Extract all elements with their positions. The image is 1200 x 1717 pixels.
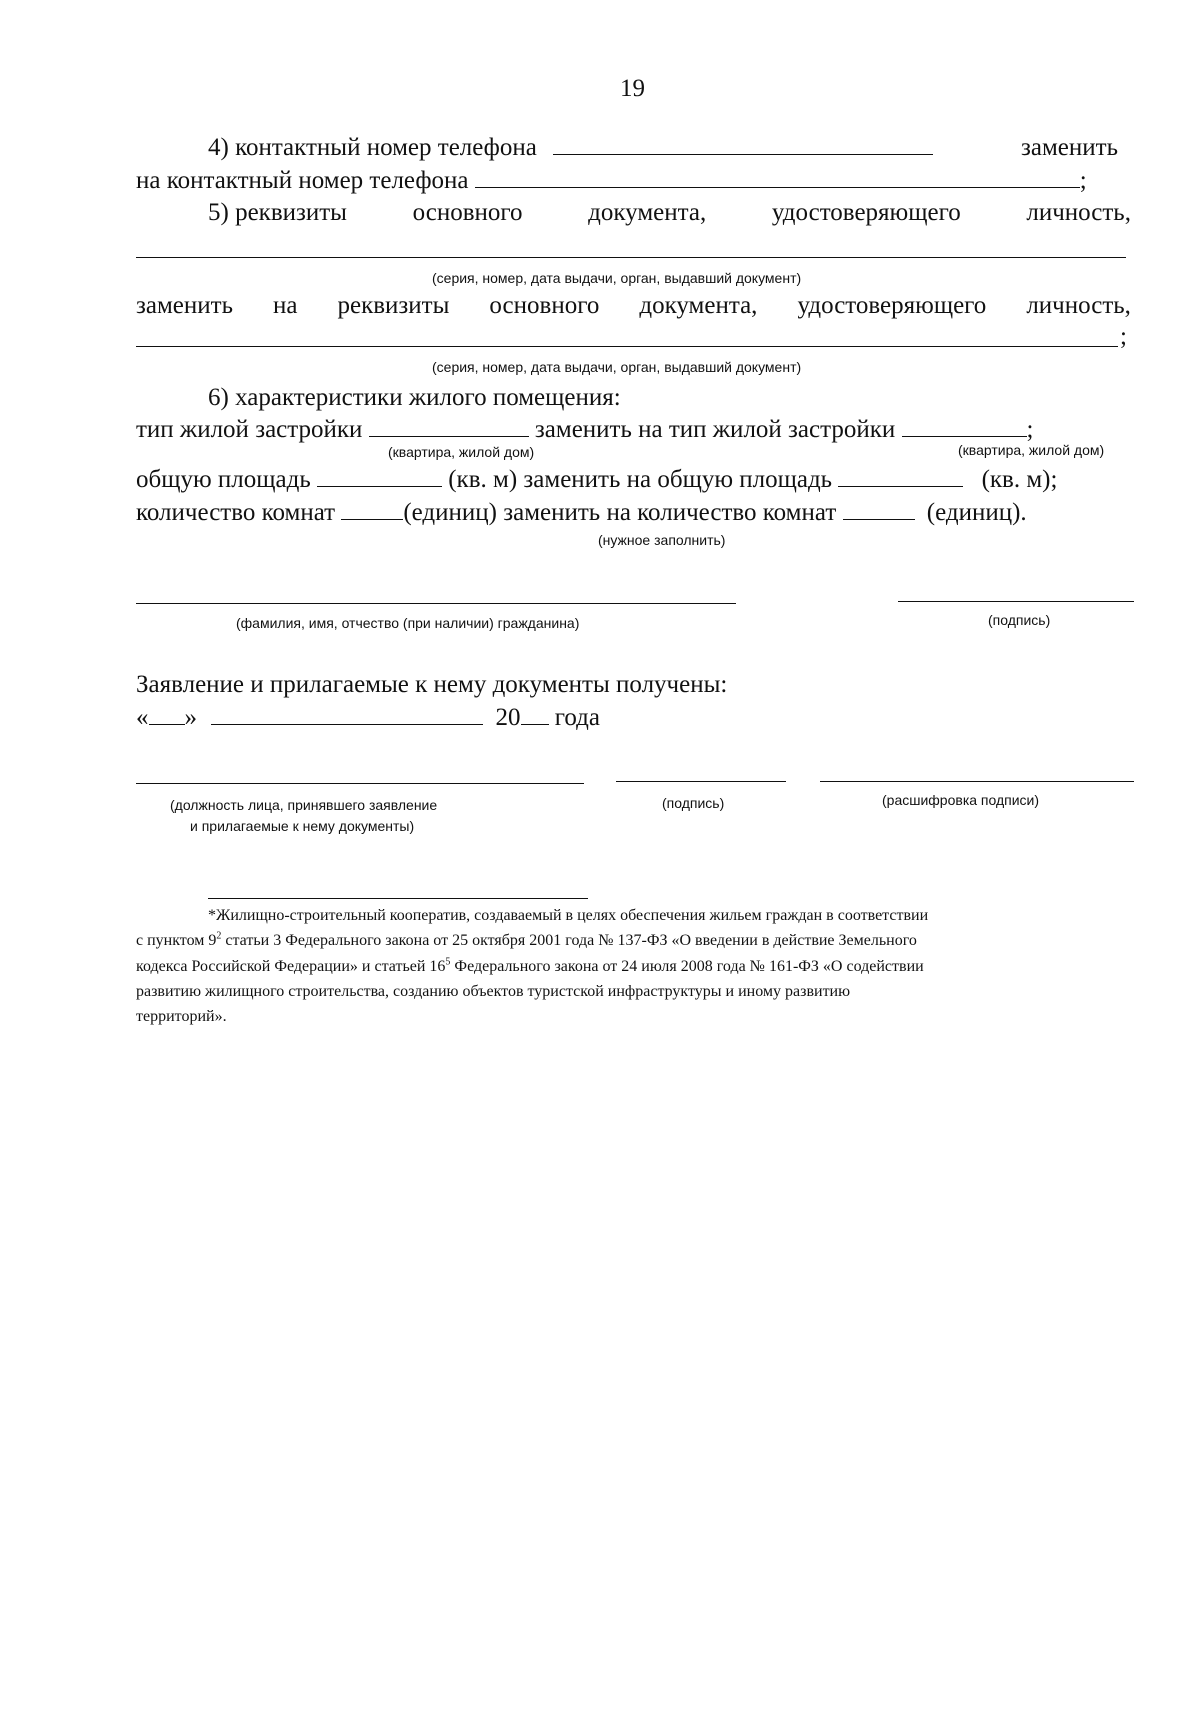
item5-hint-1: (серия, номер, дата выдачи, орган, выдавший документ) xyxy=(432,270,802,286)
receiver-sign-hint: (подпись) xyxy=(662,795,725,811)
receipt-date-line xyxy=(136,703,600,733)
item5-replace-word: основного xyxy=(489,292,600,319)
footnote-l2-a: с пунктом 9 xyxy=(136,932,217,949)
area-old-field[interactable] xyxy=(317,466,442,487)
item4-end: ; xyxy=(1079,167,1087,194)
applicant-sign-hint: (подпись) xyxy=(988,612,1051,628)
rooms-old-field[interactable] xyxy=(341,499,403,520)
item4-prefix: 4) контактный номер телефона xyxy=(208,134,537,161)
item4-replace: заменить xyxy=(1021,134,1118,161)
footnote-l3-a: кодекса Российской Федерации» и статьей 16 xyxy=(136,958,446,975)
receipt-month-field[interactable] xyxy=(211,704,483,725)
receiver-decode-field[interactable] xyxy=(820,781,1134,782)
date-quote-open: « xyxy=(136,704,149,731)
item5-replace-word: удостоверяющего xyxy=(797,292,987,319)
housing-type-old-field[interactable] xyxy=(369,416,529,437)
housing-type-end: ; xyxy=(1026,416,1034,443)
area-new-field[interactable] xyxy=(838,466,963,487)
year-suffix: года xyxy=(554,704,600,731)
footnote-l3-sup: 5 xyxy=(445,956,451,968)
page-number: 19 xyxy=(620,75,645,102)
receiver-signature-field[interactable] xyxy=(616,781,786,782)
applicant-name-hint: (фамилия, имя, отчество (при наличии) гражданина) xyxy=(236,615,580,631)
receiver-position-field[interactable] xyxy=(136,783,584,784)
item4-line1 xyxy=(208,133,933,163)
item5-replace-word: личность, xyxy=(1026,292,1131,319)
area-end: (кв. м); xyxy=(981,466,1058,493)
receipt-title: Заявление и прилагаемые к нему документы получены: xyxy=(136,671,728,698)
footnote-l3-b: Федерального закона от 24 июля 2008 года № 161-ФЗ «О содействии xyxy=(450,958,924,975)
housing-type-hint-2: (квартира, жилой дом) xyxy=(958,442,1105,458)
item5-replace-word: документа, xyxy=(639,292,758,319)
item5-word: удостоверяющего xyxy=(771,199,961,226)
fill-hint: (нужное заполнить) xyxy=(598,532,726,548)
year-prefix: 20 xyxy=(495,704,521,731)
item5-replace-line xyxy=(136,291,1131,321)
document-new-field[interactable] xyxy=(136,346,1118,347)
footnote-line-3 xyxy=(136,955,924,979)
receipt-year-field[interactable] xyxy=(521,704,549,725)
item5-replace-word: на xyxy=(273,292,298,319)
footnote-l2-sup: 2 xyxy=(216,930,222,942)
area-label: общую площадь xyxy=(136,466,311,493)
rooms-new-field[interactable] xyxy=(843,499,915,520)
rooms-label: количество комнат xyxy=(136,499,336,526)
receipt-day-field[interactable] xyxy=(149,704,185,725)
housing-type-label: тип жилой застройки xyxy=(136,416,363,443)
item5-hint-2: (серия, номер, дата выдачи, орган, выдавший документ) xyxy=(432,359,802,375)
housing-type-hint-1: (квартира, жилой дом) xyxy=(388,444,535,460)
phone-new-field[interactable] xyxy=(475,167,1080,188)
rooms-line xyxy=(136,498,1027,528)
footnote-line-1: *Жилищно-строительный кооператив, создаваемый в целях обеспечения жильем граждан в соответствии xyxy=(208,907,929,924)
footnote-line-2 xyxy=(136,929,917,953)
area-unit: (кв. м) заменить на общую площадь xyxy=(448,466,833,493)
housing-type-line xyxy=(136,415,1033,445)
item5-word: 5) реквизиты xyxy=(208,199,347,226)
rooms-unit: (единиц) заменить на количество комнат xyxy=(403,499,837,526)
document-old-field[interactable] xyxy=(136,257,1126,258)
housing-type-new-field[interactable] xyxy=(902,416,1027,437)
position-hint-1: (должность лица, принявшего заявление xyxy=(170,797,438,813)
footnote-line-4: развитию жилищного строительства, созданию объектов туристской инфраструктуры и иному развитию xyxy=(136,983,851,1000)
item5-word: основного xyxy=(412,199,523,226)
item5-replace-word: заменить xyxy=(136,292,233,319)
item5-end: ; xyxy=(1120,323,1127,350)
item5-replace-word: реквизиты xyxy=(337,292,450,319)
applicant-name-field[interactable] xyxy=(136,603,736,604)
item5-word: документа, xyxy=(588,199,707,226)
item6-heading: 6) характеристики жилого помещения: xyxy=(208,384,621,411)
item5-word: личность, xyxy=(1026,199,1131,226)
receiver-decode-hint: (расшифровка подписи) xyxy=(882,792,1040,808)
footnote-line-5: территорий». xyxy=(136,1008,227,1025)
position-hint-2: и прилагаемые к нему документы) xyxy=(190,818,415,834)
item5-line1 xyxy=(208,198,1131,228)
footnote-separator xyxy=(208,898,588,899)
phone-old-field[interactable] xyxy=(553,134,933,155)
area-line xyxy=(136,465,1057,495)
footnote-l2-b: статьи 3 Федерального закона от 25 октября 2001 года № 137-ФЗ «О введении в действие Земельного xyxy=(221,932,917,949)
applicant-signature-field[interactable] xyxy=(898,601,1134,602)
item4-line2 xyxy=(136,166,1087,196)
date-quote-close: » xyxy=(184,704,197,731)
rooms-end: (единиц). xyxy=(926,499,1027,526)
item4-line2-label: на контактный номер телефона xyxy=(136,167,469,194)
housing-type-replace: заменить на тип жилой застройки xyxy=(534,416,896,443)
